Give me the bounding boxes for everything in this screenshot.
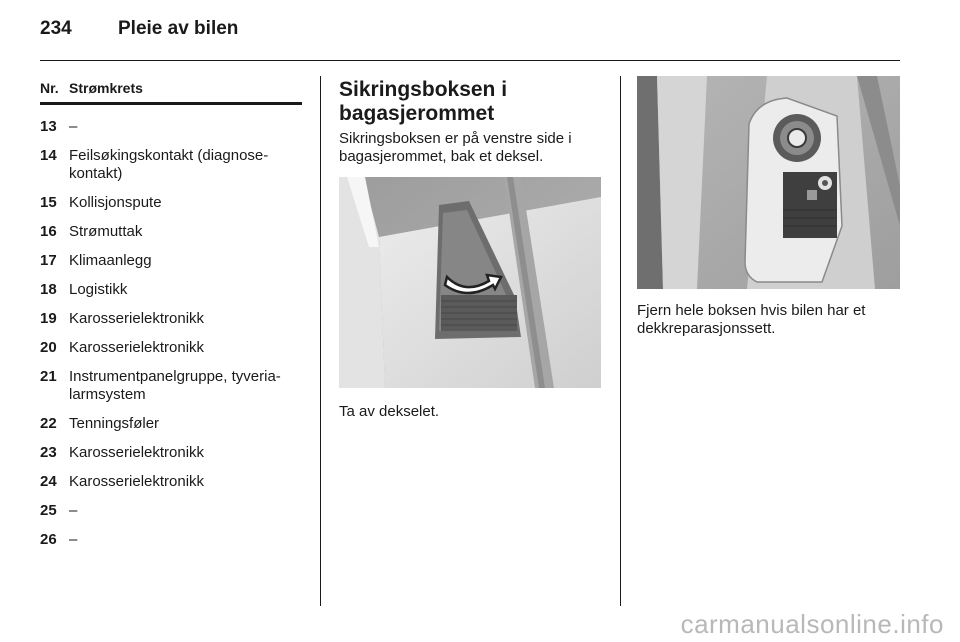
fuse-circuit bbox=[69, 252, 302, 270]
fuse-circuit-line: Logistikk bbox=[69, 281, 128, 298]
fuse-number: 21 bbox=[40, 368, 57, 385]
fuse-row bbox=[40, 147, 302, 183]
fuse-row bbox=[40, 531, 302, 549]
column-divider bbox=[620, 76, 621, 606]
fuse-number: 17 bbox=[40, 252, 57, 269]
fuse-row bbox=[40, 223, 302, 241]
fuse-circuit-line: – bbox=[69, 502, 78, 519]
fuse-circuit bbox=[69, 223, 302, 241]
fuse-circuit bbox=[69, 531, 302, 549]
fuse-number: 24 bbox=[40, 473, 57, 490]
fuse-circuit bbox=[69, 147, 302, 183]
fuse-circuit-line: larmsystem bbox=[69, 386, 146, 403]
page-header bbox=[40, 18, 238, 48]
column-header-nr: Nr. bbox=[40, 80, 59, 96]
fuse-circuit-line: – bbox=[69, 531, 78, 548]
section-title-line-1: Sikringsboksen i bbox=[339, 78, 508, 101]
section-title-line-2: bagasjerommet bbox=[339, 102, 495, 125]
fuse-row bbox=[40, 368, 302, 404]
fuse-row bbox=[40, 339, 302, 357]
fuse-table-body bbox=[40, 118, 302, 549]
fuse-circuit-line: Karosserielektronikk bbox=[69, 444, 205, 461]
fuse-table-header bbox=[40, 80, 302, 105]
fuse-number: 19 bbox=[40, 310, 57, 327]
fuse-row bbox=[40, 415, 302, 433]
fuse-number: 16 bbox=[40, 223, 57, 240]
fuse-circuit-line: kontakt) bbox=[69, 165, 123, 182]
intro-paragraph bbox=[339, 130, 603, 166]
fuse-circuit-line: Tenningsføler bbox=[69, 415, 160, 432]
fuse-row bbox=[40, 444, 302, 462]
intro-line-1: Sikringsboksen er på venstre side i bbox=[339, 130, 572, 147]
fuse-row bbox=[40, 118, 302, 136]
section-fusebox-removal bbox=[637, 76, 900, 338]
section-fusebox-trunk bbox=[339, 78, 603, 421]
fuse-table bbox=[40, 80, 302, 549]
fuse-circuit-line: Klimaanlegg bbox=[69, 252, 152, 269]
fuse-circuit bbox=[69, 473, 302, 491]
fuse-number: 25 bbox=[40, 502, 57, 519]
fuse-circuit-line: Strømuttak bbox=[69, 223, 143, 240]
section-title bbox=[339, 78, 603, 126]
fuse-number: 22 bbox=[40, 415, 57, 432]
fuse-circuit-line: Karosserielektronikk bbox=[69, 310, 205, 327]
fuse-number: 13 bbox=[40, 118, 57, 135]
intro-line-2: bagasjerommet, bak et deksel. bbox=[339, 148, 544, 165]
fuse-circuit-line: Feilsøkingskontakt (diagnose- bbox=[69, 147, 269, 164]
fuse-row bbox=[40, 473, 302, 491]
fuse-circuit bbox=[69, 118, 302, 136]
fuse-circuit bbox=[69, 415, 302, 433]
page-number: 234 bbox=[40, 18, 72, 39]
caption-line-1: Fjern hele boksen hvis bilen har et bbox=[637, 302, 866, 319]
fuse-number: 18 bbox=[40, 281, 57, 298]
fuse-circuit bbox=[69, 310, 302, 328]
column-header-circuit: Strømkrets bbox=[69, 80, 143, 96]
watermark: carmanualsonline.info bbox=[680, 609, 944, 639]
page-title: Pleie av bilen bbox=[118, 18, 239, 39]
fuse-circuit bbox=[69, 368, 302, 404]
fuse-row bbox=[40, 194, 302, 212]
fuse-circuit-line: Kollisjonspute bbox=[69, 194, 162, 211]
fuse-circuit bbox=[69, 194, 302, 212]
fuse-number: 23 bbox=[40, 444, 57, 461]
fuse-number: 26 bbox=[40, 531, 57, 548]
fuse-circuit-line: – bbox=[69, 118, 78, 135]
illustration-cover-panel bbox=[339, 177, 601, 388]
fuse-circuit bbox=[69, 339, 302, 357]
fuse-row bbox=[40, 310, 302, 328]
header-rule bbox=[40, 60, 900, 61]
illustration-fuse-box bbox=[637, 76, 900, 289]
fuse-circuit-line: Instrumentpanelgruppe, tyveria- bbox=[69, 368, 281, 385]
column-divider bbox=[320, 76, 321, 606]
fuse-circuit bbox=[69, 502, 302, 520]
caption-line-2: dekkreparasjonssett. bbox=[637, 320, 776, 337]
fuse-circuit bbox=[69, 281, 302, 299]
fuse-number: 20 bbox=[40, 339, 57, 356]
fuse-circuit-line: Karosserielektronikk bbox=[69, 473, 205, 490]
fuse-row bbox=[40, 502, 302, 520]
caption-remove-box bbox=[637, 302, 900, 338]
fuse-circuit bbox=[69, 444, 302, 462]
fuse-row bbox=[40, 281, 302, 299]
caption-remove-cover: Ta av dekselet. bbox=[339, 403, 440, 420]
fuse-row bbox=[40, 252, 302, 270]
fuse-number: 14 bbox=[40, 147, 57, 164]
fuse-circuit-line: Karosserielektronikk bbox=[69, 339, 205, 356]
fuse-number: 15 bbox=[40, 194, 57, 211]
